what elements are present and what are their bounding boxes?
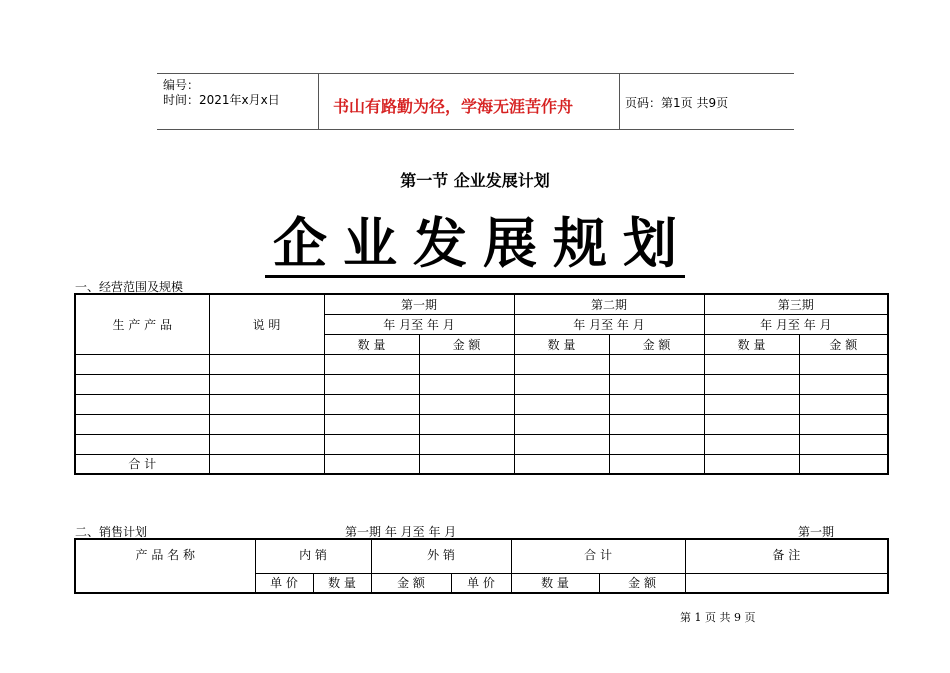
page-label: 页码：第1页 共9页 bbox=[625, 96, 729, 110]
table-cell[interactable] bbox=[209, 434, 324, 454]
sales-plan-table bbox=[74, 538, 889, 594]
table-cell[interactable] bbox=[609, 454, 704, 474]
table-cell[interactable] bbox=[324, 394, 419, 414]
amount-header: 金 额 bbox=[599, 573, 685, 593]
table-cell[interactable] bbox=[209, 454, 324, 474]
unit-price-header: 单 价 bbox=[255, 573, 313, 593]
table-cell[interactable] bbox=[704, 454, 799, 474]
header-motto-cell bbox=[318, 74, 620, 129]
title-char: 规 bbox=[553, 212, 607, 275]
table-cell[interactable] bbox=[704, 354, 799, 374]
period-2-range: 年 月至 年 月 bbox=[514, 314, 704, 334]
table-row bbox=[75, 374, 888, 394]
table-cell[interactable] bbox=[209, 354, 324, 374]
table-cell[interactable] bbox=[704, 434, 799, 454]
table-cell[interactable] bbox=[704, 374, 799, 394]
part2-period-right: 第一期 bbox=[798, 525, 835, 539]
col-total: 合 计 bbox=[511, 539, 685, 573]
table-cell[interactable] bbox=[419, 454, 514, 474]
table-cell[interactable] bbox=[799, 354, 888, 374]
table-cell[interactable] bbox=[209, 414, 324, 434]
part2-label: 二、销售计划 bbox=[75, 525, 148, 539]
table-cell[interactable] bbox=[514, 434, 609, 454]
title-char: 企 bbox=[273, 212, 327, 275]
amount-header: 金 额 bbox=[799, 334, 888, 354]
table-cell[interactable] bbox=[324, 354, 419, 374]
table-cell[interactable] bbox=[419, 354, 514, 374]
col-product-name: 产 品 名 称 bbox=[75, 539, 255, 593]
table-cell[interactable] bbox=[324, 454, 419, 474]
total-row bbox=[75, 454, 888, 474]
table-cell[interactable] bbox=[704, 414, 799, 434]
title-char: 划 bbox=[623, 212, 677, 275]
col-description: 说 明 bbox=[209, 294, 324, 354]
table-cell[interactable] bbox=[324, 434, 419, 454]
table-cell[interactable] bbox=[704, 394, 799, 414]
table-cell[interactable] bbox=[419, 374, 514, 394]
table-row bbox=[75, 414, 888, 434]
table-cell[interactable] bbox=[609, 414, 704, 434]
table-row bbox=[75, 394, 888, 414]
table-cell[interactable] bbox=[75, 354, 209, 374]
table-cell[interactable] bbox=[514, 354, 609, 374]
table-row bbox=[75, 354, 888, 374]
motto-text: 书山有路勤为径，学海无涯苦作舟 bbox=[333, 97, 574, 116]
qty-header: 数 量 bbox=[704, 334, 799, 354]
qty-header: 数 量 bbox=[324, 334, 419, 354]
table-cell[interactable] bbox=[609, 374, 704, 394]
document-header bbox=[157, 73, 794, 130]
table-cell[interactable] bbox=[609, 354, 704, 374]
table-cell[interactable] bbox=[799, 454, 888, 474]
table-cell[interactable] bbox=[799, 414, 888, 434]
table-cell[interactable] bbox=[514, 414, 609, 434]
main-title-text bbox=[265, 212, 685, 278]
page-footer: 第 1 页 共 9 页 bbox=[680, 611, 756, 624]
period-3-range: 年 月至 年 月 bbox=[704, 314, 888, 334]
table-cell[interactable] bbox=[75, 394, 209, 414]
amount-header: 金 额 bbox=[419, 334, 514, 354]
period-2-header: 第二期 bbox=[514, 294, 704, 314]
title-char: 展 bbox=[483, 212, 537, 275]
part1-label: 一、经营范围及规模 bbox=[75, 280, 184, 294]
table-cell[interactable] bbox=[799, 434, 888, 454]
qty-header: 数 量 bbox=[313, 573, 371, 593]
table-cell[interactable] bbox=[419, 394, 514, 414]
time-label: 时间：2021年x月x日 bbox=[163, 93, 280, 107]
table-cell[interactable] bbox=[324, 414, 419, 434]
table-cell[interactable] bbox=[799, 374, 888, 394]
period-3-header: 第三期 bbox=[704, 294, 888, 314]
table-cell[interactable] bbox=[209, 374, 324, 394]
table-cell[interactable] bbox=[609, 434, 704, 454]
table-cell[interactable] bbox=[324, 374, 419, 394]
amount-header: 金 额 bbox=[609, 334, 704, 354]
business-scope-table bbox=[74, 293, 889, 475]
qty-header: 数 量 bbox=[511, 573, 599, 593]
main-title bbox=[0, 212, 950, 278]
period-1-range: 年 月至 年 月 bbox=[324, 314, 514, 334]
period-1-header: 第一期 bbox=[324, 294, 514, 314]
col-domestic: 内 销 bbox=[255, 539, 371, 573]
col-export: 外 销 bbox=[371, 539, 511, 573]
col-remark: 备 注 bbox=[685, 539, 888, 573]
amount-header: 金 额 bbox=[371, 573, 451, 593]
table-cell[interactable] bbox=[609, 394, 704, 414]
table-cell[interactable] bbox=[514, 454, 609, 474]
table-cell[interactable] bbox=[75, 414, 209, 434]
table-cell[interactable] bbox=[685, 573, 888, 593]
header-meta-cell bbox=[157, 74, 317, 129]
qty-header: 数 量 bbox=[514, 334, 609, 354]
table-cell[interactable] bbox=[514, 374, 609, 394]
title-char: 发 bbox=[413, 212, 467, 275]
table-cell[interactable] bbox=[514, 394, 609, 414]
col-product: 生 产 产 品 bbox=[75, 294, 209, 354]
table-cell[interactable] bbox=[419, 434, 514, 454]
table-cell[interactable] bbox=[75, 374, 209, 394]
title-char: 业 bbox=[343, 212, 397, 275]
header-page-cell bbox=[619, 74, 794, 129]
section-title: 第一节 企业发展计划 bbox=[400, 171, 550, 190]
part2-period-label: 第一期 年 月至 年 月 bbox=[345, 525, 457, 539]
table-row bbox=[75, 434, 888, 454]
table-cell[interactable] bbox=[209, 394, 324, 414]
table-cell[interactable] bbox=[799, 394, 888, 414]
table-cell[interactable] bbox=[419, 414, 514, 434]
number-label: 编号： bbox=[163, 78, 200, 92]
total-label: 合 计 bbox=[75, 454, 209, 474]
unit-price-header: 单 价 bbox=[451, 573, 511, 593]
table-cell[interactable] bbox=[75, 434, 209, 454]
